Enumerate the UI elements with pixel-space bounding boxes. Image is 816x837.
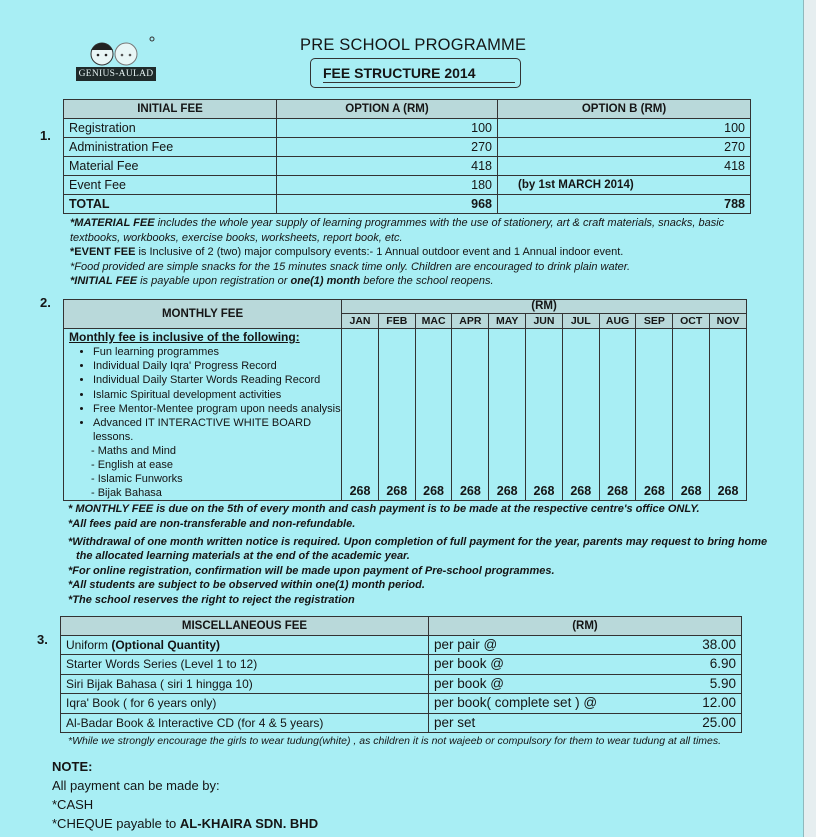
note-line: * MONTHLY FEE is due on the 5th of every month and cash payment is to be made at the respective centre's office ONLY. — [68, 503, 700, 516]
price-value: 38.00 — [678, 635, 742, 655]
note-line: the allocated learning materials at the end of the academic year. — [76, 550, 410, 563]
option-a-value: 418 — [277, 157, 498, 176]
fee-label: Registration — [64, 119, 277, 138]
note-line: *The school reserves the right to reject the registration — [68, 593, 355, 606]
children-logo-icon — [72, 34, 156, 70]
option-b-total: 788 — [498, 195, 751, 214]
option-b-value: 270 — [498, 138, 751, 157]
sub-item: - Maths and Mind — [91, 445, 176, 458]
inclusion-item: • Free Mentor-Mentee program upon needs analysis — [93, 402, 341, 416]
monthly-fee-value: 268 — [562, 328, 599, 500]
unit-header: (RM) — [342, 299, 747, 313]
monthly-fee-value: 268 — [415, 328, 452, 500]
inclusion-item: • Islamic Spiritual development activities — [93, 388, 341, 402]
monthly-fee-value: 268 — [710, 328, 747, 500]
initial-fee-section — [0, 99, 816, 289]
inclusion-item: • Advanced IT INTERACTIVE WHITE BOARD lessons. — [93, 416, 341, 444]
table-row — [64, 195, 751, 214]
inclusions-title: Monthly fee is inclusive of the following: — [69, 329, 300, 344]
monthly-fee-table — [63, 299, 747, 501]
payment-cheque: *CHEQUE payable to AL-KHAIRA SDN. BHD — [52, 815, 319, 831]
month-header: JUL — [562, 313, 599, 328]
payment-cash: *CASH — [52, 796, 94, 812]
col-header: OPTION A (RM) — [277, 100, 498, 119]
item-name: Iqra' Book ( for 6 years only) — [61, 694, 429, 714]
note-line: *INITIAL FEE is payable upon registration or one(1) month before the school reopens. — [70, 275, 494, 288]
monthly-fee-value: 268 — [673, 328, 710, 500]
item-name: Uniform (Optional Quantity) — [61, 635, 429, 655]
month-header: NOV — [710, 313, 747, 328]
option-b-deadline: (by 1st MARCH 2014) — [498, 176, 751, 195]
misc-fee-table — [60, 616, 742, 734]
sub-items — [69, 444, 341, 500]
table-row — [61, 713, 742, 733]
month-header: OCT — [673, 313, 710, 328]
col-header: INITIAL FEE — [64, 100, 277, 119]
option-a-value: 180 — [277, 176, 498, 195]
monthly-fee-value: 268 — [378, 328, 415, 500]
unit-label: per set — [429, 713, 678, 733]
inclusions-cell — [64, 328, 342, 500]
option-a-value: 100 — [277, 119, 498, 138]
table-row — [64, 176, 751, 195]
note-title: NOTE: — [52, 758, 93, 774]
section-number: 2. — [40, 294, 51, 310]
inclusion-item: • Individual Daily Iqra' Progress Record — [93, 359, 341, 373]
section-number: 3. — [37, 631, 48, 647]
unit-label: per book @ — [429, 674, 678, 694]
table-row — [64, 119, 751, 138]
month-header: FEB — [378, 313, 415, 328]
table-row — [64, 157, 751, 176]
month-header: MAY — [489, 313, 526, 328]
item-name: Siri Bijak Bahasa ( siri 1 hingga 10) — [61, 674, 429, 694]
unit-label: per book @ — [429, 655, 678, 675]
monthly-fee-notes — [68, 502, 798, 607]
genius-aulad-logo — [72, 34, 156, 84]
note-line: *All students are subject to be observed within one(1) month period. — [68, 579, 425, 592]
monthly-fee-value: 268 — [636, 328, 673, 500]
total-label: TOTAL — [64, 195, 277, 214]
month-header: SEP — [636, 313, 673, 328]
page-title: PRE SCHOOL PROGRAMME — [300, 36, 527, 54]
tudung-note: *While we strongly encourage the girls to wear tudung(white) , as children it is not wajeeb or compulsory for them to wear tudung at all times. — [68, 735, 722, 748]
sub-item: - Bijak Bahasa — [91, 487, 162, 500]
unit-label: per book( complete set ) @ — [429, 694, 678, 714]
fee-label: Administration Fee — [64, 138, 277, 157]
note-line: *All fees paid are non-transferable and non-refundable. — [68, 517, 356, 530]
logo-text: GENIUS-AULAD — [76, 67, 156, 81]
inclusion-item: • Individual Daily Starter Words Reading Record — [93, 373, 341, 387]
option-b-value: 100 — [498, 119, 751, 138]
note-line: *EVENT FEE is Inclusive of 2 (two) major compulsory events:- 1 Annual outdoor event and 1 Annual indoor event. — [70, 246, 624, 259]
sub-item: - English at ease — [91, 459, 173, 472]
col-header: MONTHLY FEE — [64, 299, 342, 328]
table-row — [61, 674, 742, 694]
option-a-value: 270 — [277, 138, 498, 157]
table-row — [64, 138, 751, 157]
table-row — [61, 694, 742, 714]
col-header: OPTION B (RM) — [498, 100, 751, 119]
unit-label: per pair @ — [429, 635, 678, 655]
month-header: MAC — [415, 313, 452, 328]
table-row — [61, 635, 742, 655]
payment-note — [52, 757, 816, 837]
inclusions-list — [69, 345, 341, 444]
price-value: 6.90 — [678, 655, 742, 675]
col-header: (RM) — [429, 616, 742, 635]
inclusion-item: • Fun learning programmes — [93, 345, 341, 359]
misc-fee-section — [0, 616, 816, 749]
section-number: 1. — [40, 128, 51, 143]
payment-intro: All payment can be made by: — [52, 777, 220, 793]
monthly-fee-value: 268 — [526, 328, 563, 500]
page-header — [0, 0, 816, 99]
subtitle-box — [310, 58, 521, 88]
note-line: *Withdrawal of one month written notice is required. Upon completion of full payment for the year, parents may request to bring home — [68, 535, 768, 548]
monthly-fee-value: 268 — [452, 328, 489, 500]
month-header: JUN — [526, 313, 563, 328]
col-header: MISCELLANEOUS FEE — [61, 616, 429, 635]
price-value: 12.00 — [678, 694, 742, 714]
month-header: AUG — [599, 313, 636, 328]
item-name: Al-Badar Book & Interactive CD (for 4 & 5 years) — [61, 713, 429, 733]
monthly-fee-section — [0, 294, 816, 608]
page-subtitle: FEE STRUCTURE 2014 — [323, 65, 515, 83]
table-row — [61, 655, 742, 675]
note-line: *Food provided are simple snacks for the 15 minutes snack time only. Children are encouraged to drink plain water. — [70, 260, 631, 273]
note-line: *MATERIAL FEE includes the whole year supply of learning programmes with the use of stationery, art & craft materials, snacks, basic textbooks, workbooks, exercise books, worksheets, report book, etc. — [70, 217, 725, 244]
item-name: Starter Words Series (Level 1 to 12) — [61, 655, 429, 675]
fee-label: Event Fee — [64, 176, 277, 195]
monthly-fee-value: 268 — [489, 328, 526, 500]
initial-fee-notes — [70, 216, 750, 289]
price-value: 5.90 — [678, 674, 742, 694]
note-line: *For online registration, confirmation will be made upon payment of Pre-school programmes. — [68, 564, 555, 577]
month-header: JAN — [342, 313, 379, 328]
monthly-fee-value: 268 — [599, 328, 636, 500]
monthly-fee-value: 268 — [342, 328, 379, 500]
month-header: APR — [452, 313, 489, 328]
initial-fee-table — [63, 99, 751, 214]
price-value: 25.00 — [678, 713, 742, 733]
option-a-total: 968 — [277, 195, 498, 214]
fee-label: Material Fee — [64, 157, 277, 176]
sub-item: - Islamic Funworks — [91, 473, 183, 486]
option-b-value: 418 — [498, 157, 751, 176]
